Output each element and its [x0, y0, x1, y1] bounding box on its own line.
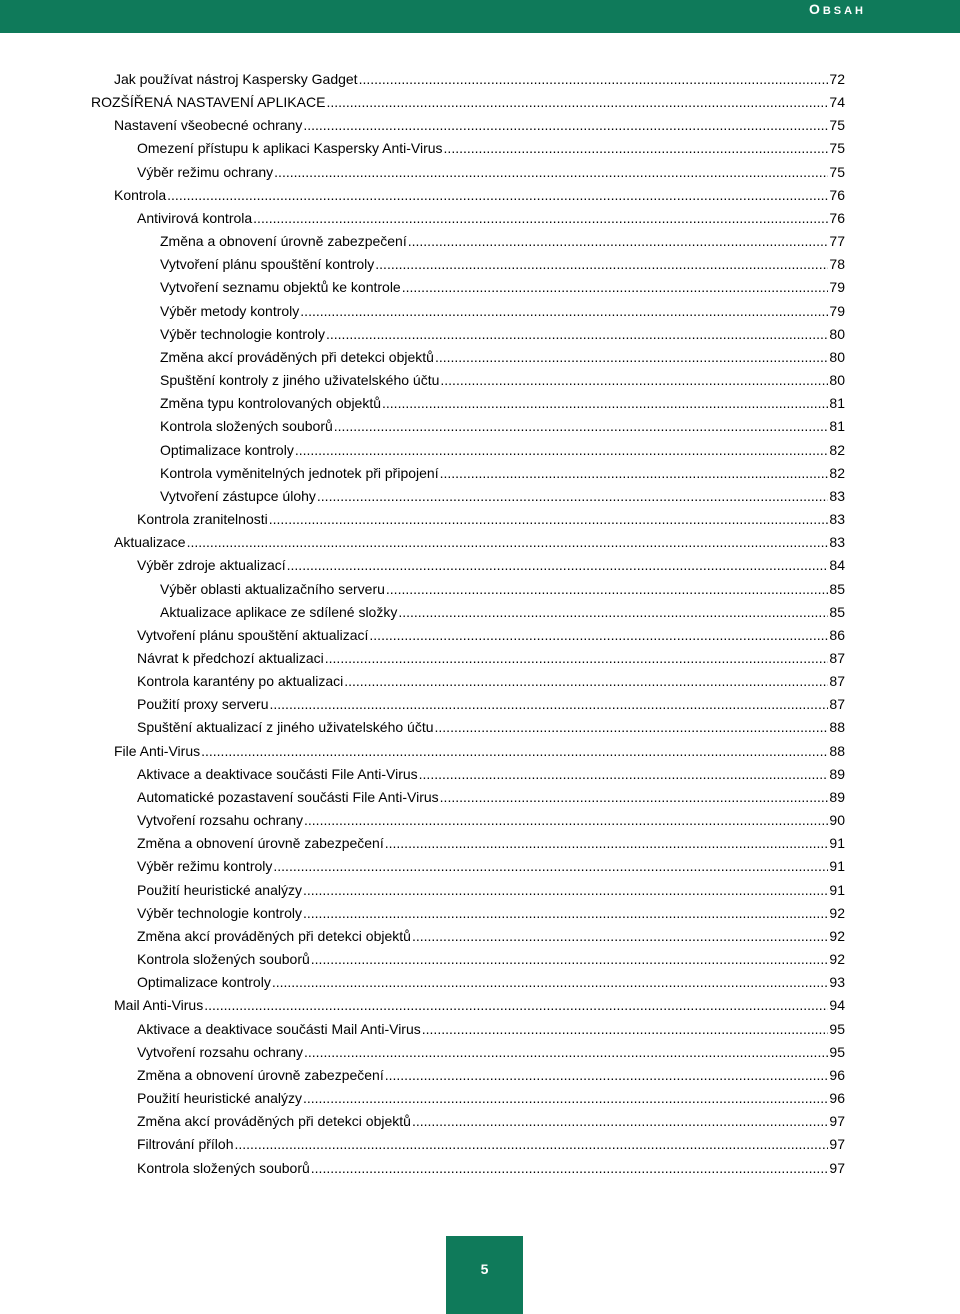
toc-entry[interactable]: [137, 624, 845, 646]
toc-entry[interactable]: [137, 1018, 845, 1040]
toc-dot-leader: [412, 925, 828, 947]
toc-entry-page: 89: [829, 788, 845, 805]
toc-entry[interactable]: [137, 554, 845, 576]
toc-entry[interactable]: [137, 763, 845, 785]
toc-entry-title: Návrat k předchozí aktualizaci: [137, 650, 324, 666]
toc-dot-leader: [435, 716, 829, 738]
toc-entry[interactable]: [160, 439, 845, 461]
toc-dot-leader: [303, 1087, 828, 1109]
toc-entry[interactable]: [137, 809, 845, 831]
toc-entry-page: 80: [829, 348, 845, 365]
toc-dot-leader: [187, 531, 829, 553]
toc-entry[interactable]: [137, 1064, 845, 1086]
toc-dot-leader: [253, 207, 828, 229]
toc-entry[interactable]: [137, 855, 845, 877]
toc-entry-title: Vytvoření rozsahu ochrany: [137, 1043, 304, 1060]
toc-entry-page: 96: [829, 1066, 845, 1083]
toc-dot-leader: [369, 624, 828, 646]
toc-entry-title: Použití proxy serveru: [137, 696, 269, 713]
toc-entry-title: Změna akcí prováděných při detekci objektů: [137, 1113, 411, 1130]
toc-entry-page: 78: [829, 256, 845, 273]
toc-dot-leader: [304, 809, 828, 831]
toc-entry-page: 92: [829, 904, 845, 921]
toc-dot-leader: [444, 137, 829, 159]
toc-entry-page: 75: [829, 117, 845, 134]
toc-entry-title: File Anti-Virus: [114, 742, 201, 759]
toc-entry-page: 85: [829, 580, 845, 597]
toc-dot-leader: [287, 554, 829, 576]
toc-entry-page: 74: [829, 94, 845, 111]
toc-entry-title: Mail Anti-Virus: [114, 997, 204, 1014]
toc-entry-title: Antivirová kontrola: [137, 209, 253, 226]
toc-entry-title: Jak používat nástroj Kaspersky Gadget: [114, 71, 358, 87]
toc-dot-leader: [359, 68, 829, 90]
toc-entry[interactable]: [160, 323, 845, 345]
toc-entry[interactable]: [137, 670, 845, 692]
toc-entry-page: 88: [829, 742, 845, 759]
toc-entry-title: Kontrola: [114, 186, 167, 203]
toc-entry-page: 82: [829, 441, 845, 458]
toc-entry-title: Aktualizace aplikace ze sdílené složky: [160, 603, 398, 620]
toc-entry-page: 91: [829, 858, 845, 875]
toc-dot-leader: [344, 670, 828, 692]
toc-entry-page: 76: [829, 209, 845, 226]
toc-entry-page: 75: [829, 163, 845, 180]
toc-dot-leader: [274, 161, 828, 183]
toc-entry-title: Automatické pozastavení součásti File Anti-Virus: [137, 788, 439, 805]
toc-dot-leader: [167, 184, 828, 206]
toc-entry-page: 89: [829, 765, 845, 782]
toc-entry-title: Změna a obnovení úrovně zabezpečení: [160, 233, 407, 250]
toc-dot-leader: [440, 369, 828, 391]
toc-entry-title: Kontrola složených souborů: [137, 1159, 310, 1176]
toc-dot-leader: [270, 693, 829, 715]
toc-entry-title: Kontrola složených souborů: [160, 418, 333, 435]
toc-dot-leader: [375, 253, 828, 275]
toc-entry[interactable]: [137, 1087, 845, 1109]
toc-entry-page: 97: [829, 1113, 845, 1130]
toc-dot-leader: [272, 971, 829, 993]
toc-entry-page: 93: [829, 974, 845, 991]
toc-entry[interactable]: [137, 948, 845, 970]
page-number-box: [446, 1236, 523, 1314]
toc-entry[interactable]: [114, 184, 845, 206]
toc-entry-title: ROZŠÍŘENÁ NASTAVENÍ APLIKACE: [91, 94, 326, 111]
toc-dot-leader: [295, 439, 829, 461]
toc-dot-leader: [300, 300, 828, 322]
toc-dot-leader: [303, 879, 828, 901]
toc-dot-leader: [435, 346, 828, 368]
toc-entry-title: Změna a obnovení úrovně zabezpečení: [137, 1066, 384, 1083]
toc-entry-title: Změna typu kontrolovaných objektů: [160, 395, 382, 412]
toc-entry-page: 87: [829, 650, 845, 666]
toc-dot-leader: [398, 601, 828, 623]
toc-entry-page: 83: [829, 511, 845, 528]
toc-entry[interactable]: [137, 161, 845, 183]
toc-entry-title: Kontrola zranitelnosti: [137, 511, 268, 528]
toc-entry[interactable]: [114, 531, 845, 553]
toc-entry[interactable]: [160, 415, 845, 437]
toc-entry[interactable]: [160, 392, 845, 414]
toc-entry[interactable]: [160, 253, 845, 275]
toc-entry-page: 75: [829, 140, 845, 157]
toc-entry-title: Nastavení všeobecné ochrany: [114, 117, 303, 134]
toc-entry-page: 84: [829, 557, 845, 574]
toc-entry-page: 91: [829, 881, 845, 898]
toc-entry[interactable]: [137, 879, 845, 901]
toc-dot-leader: [317, 485, 829, 507]
toc-entry[interactable]: [137, 1110, 845, 1132]
header-bar: [0, 0, 960, 33]
toc-dot-leader: [385, 1064, 829, 1086]
toc-entry-title: Kontrola vyměnitelných jednotek při připojení: [160, 464, 439, 481]
toc-entry[interactable]: [137, 1157, 845, 1179]
toc-entry-title: Výběr technologie kontroly: [137, 904, 302, 921]
toc-entry-page: 90: [829, 812, 845, 829]
toc-entry-title: Použití heuristické analýzy: [137, 881, 302, 898]
toc-entry-page: 94: [829, 997, 845, 1014]
toc-entry-title: Aktivace a deaktivace součásti File Anti-Virus: [137, 765, 418, 782]
toc-entry[interactable]: [137, 1041, 845, 1063]
toc-dot-leader: [412, 1110, 828, 1132]
toc-dot-leader: [311, 948, 829, 970]
toc-entry-title: Optimalizace kontroly: [137, 974, 271, 991]
toc-entry[interactable]: [137, 647, 845, 669]
toc-entry[interactable]: [114, 994, 845, 1016]
toc-entry-page: 88: [829, 719, 845, 736]
toc-entry[interactable]: [137, 508, 845, 530]
toc-dot-leader: [408, 230, 829, 252]
toc-dot-leader: [273, 855, 828, 877]
toc-dot-leader: [386, 578, 829, 600]
toc-dot-leader: [326, 91, 828, 113]
toc-entry-title: Výběr oblasti aktualizačního serveru: [160, 580, 385, 597]
toc-entry-title: Kontrola karantény po aktualizaci: [137, 673, 344, 690]
toc-entry-page: 85: [829, 603, 845, 620]
toc-entry-title: Filtrování příloh: [137, 1136, 234, 1153]
toc-entry[interactable]: [137, 902, 845, 924]
toc-entry[interactable]: [160, 485, 845, 507]
toc-dot-leader: [304, 1041, 828, 1063]
toc-dot-leader: [303, 902, 828, 924]
toc-entry-title: Vytvoření rozsahu ochrany: [137, 812, 304, 829]
toc-dot-leader: [422, 1018, 829, 1040]
toc-entry[interactable]: [160, 369, 845, 391]
toc-entry-title: Výběr technologie kontroly: [160, 325, 325, 342]
toc-entry-title: Výběr metody kontroly: [160, 302, 300, 319]
toc-entry-page: 87: [829, 673, 845, 690]
toc-entry[interactable]: [114, 740, 845, 762]
toc-entry[interactable]: [137, 207, 845, 229]
toc-entry-page: 80: [829, 372, 845, 389]
toc-entry[interactable]: [114, 114, 845, 136]
toc-entry-title: Aktivace a deaktivace součásti Mail Anti-Virus: [137, 1020, 421, 1037]
toc-entry[interactable]: [160, 578, 845, 600]
toc-entry-title: Vytvoření seznamu objektů ke kontrole: [160, 279, 401, 296]
toc-entry-title: Aktualizace: [114, 534, 186, 551]
toc-entry-page: 72: [829, 71, 845, 87]
toc-entry-page: 95: [829, 1020, 845, 1037]
toc-dot-leader: [440, 462, 829, 484]
toc-entry-page: 80: [829, 325, 845, 342]
toc-entry[interactable]: [137, 832, 845, 854]
toc-entry-title: Optimalizace kontroly: [160, 441, 294, 458]
toc-entry-page: 92: [829, 951, 845, 968]
toc-dot-leader: [382, 392, 828, 414]
toc-entry-title: Změna a obnovení úrovně zabezpečení: [137, 835, 384, 852]
toc-dot-leader: [204, 994, 828, 1016]
toc-dot-leader: [201, 740, 828, 762]
toc-entry-page: 97: [829, 1159, 845, 1176]
toc-dot-leader: [325, 647, 829, 669]
toc-dot-leader: [234, 1133, 828, 1155]
toc-entry[interactable]: [137, 925, 845, 947]
toc-dot-leader: [385, 832, 829, 854]
toc-entry-page: 79: [829, 279, 845, 296]
toc-entry[interactable]: [91, 91, 845, 113]
toc-entry-title: Omezení přístupu k aplikaci Kaspersky Anti-Virus: [137, 140, 443, 157]
toc-entry-page: 91: [829, 835, 845, 852]
toc-entry[interactable]: [160, 230, 845, 252]
toc-entry-page: 95: [829, 1043, 845, 1060]
toc-dot-leader: [402, 276, 829, 298]
toc-entry[interactable]: [160, 462, 845, 484]
toc-entry[interactable]: [160, 601, 845, 623]
toc-dot-leader: [326, 323, 828, 345]
toc-entry-title: Vytvoření plánu spouštění kontroly: [160, 256, 375, 273]
toc-entry[interactable]: [137, 971, 845, 993]
toc-entry-page: 92: [829, 927, 845, 944]
toc-dot-leader: [440, 786, 829, 808]
toc-entry[interactable]: [114, 68, 845, 90]
toc-entry[interactable]: [137, 693, 845, 715]
toc-entry[interactable]: [160, 276, 845, 298]
toc-entry[interactable]: [137, 716, 845, 738]
toc-entry-title: Výběr zdroje aktualizací: [137, 557, 286, 574]
toc-dot-leader: [334, 415, 829, 437]
toc-entry[interactable]: [137, 137, 845, 159]
toc-entry-page: 83: [829, 487, 845, 504]
toc-entry-page: 97: [829, 1136, 845, 1153]
toc-entry-title: Vytvoření zástupce úlohy: [160, 487, 316, 504]
toc-entry-title: Výběr režimu ochrany: [137, 163, 274, 180]
toc-entry-page: 86: [829, 626, 845, 643]
toc-entry-page: 87: [829, 696, 845, 713]
toc-entry-page: 81: [829, 395, 845, 412]
toc-entry-page: 77: [829, 233, 845, 250]
toc-entry-page: 76: [829, 186, 845, 203]
toc-entry-title: Spuštění kontroly z jiného uživatelského účtu: [160, 372, 440, 389]
toc-entry-title: Změna akcí prováděných při detekci objektů: [137, 927, 411, 944]
page-number: 5: [480, 1261, 489, 1277]
toc-entry-page: 79: [829, 302, 845, 319]
toc-entry[interactable]: [160, 346, 845, 368]
toc-dot-leader: [311, 1157, 829, 1179]
toc-entry-title: Použití heuristické analýzy: [137, 1090, 302, 1107]
toc-entry-title: Kontrola složených souborů: [137, 951, 310, 968]
toc-entry-page: 96: [829, 1090, 845, 1107]
toc-dot-leader: [303, 114, 828, 136]
toc-entry-title: Výběr režimu kontroly: [137, 858, 273, 875]
toc-entry-title: Spuštění aktualizací z jiného uživatelského účtu: [137, 719, 434, 736]
toc-dot-leader: [269, 508, 829, 530]
section-title: OBSAH: [808, 1, 866, 17]
toc-entry[interactable]: [160, 300, 845, 322]
toc-dot-leader: [419, 763, 829, 785]
toc-entry[interactable]: [137, 1133, 845, 1155]
toc-entry-title: Změna akcí prováděných při detekci objektů: [160, 348, 434, 365]
toc-entry-page: 81: [829, 418, 845, 435]
toc-entry[interactable]: [137, 786, 845, 808]
toc-entry-page: 83: [829, 534, 845, 551]
toc-entry-title: Vytvoření plánu spouštění aktualizací: [137, 626, 369, 643]
toc-entry-page: 82: [829, 464, 845, 481]
